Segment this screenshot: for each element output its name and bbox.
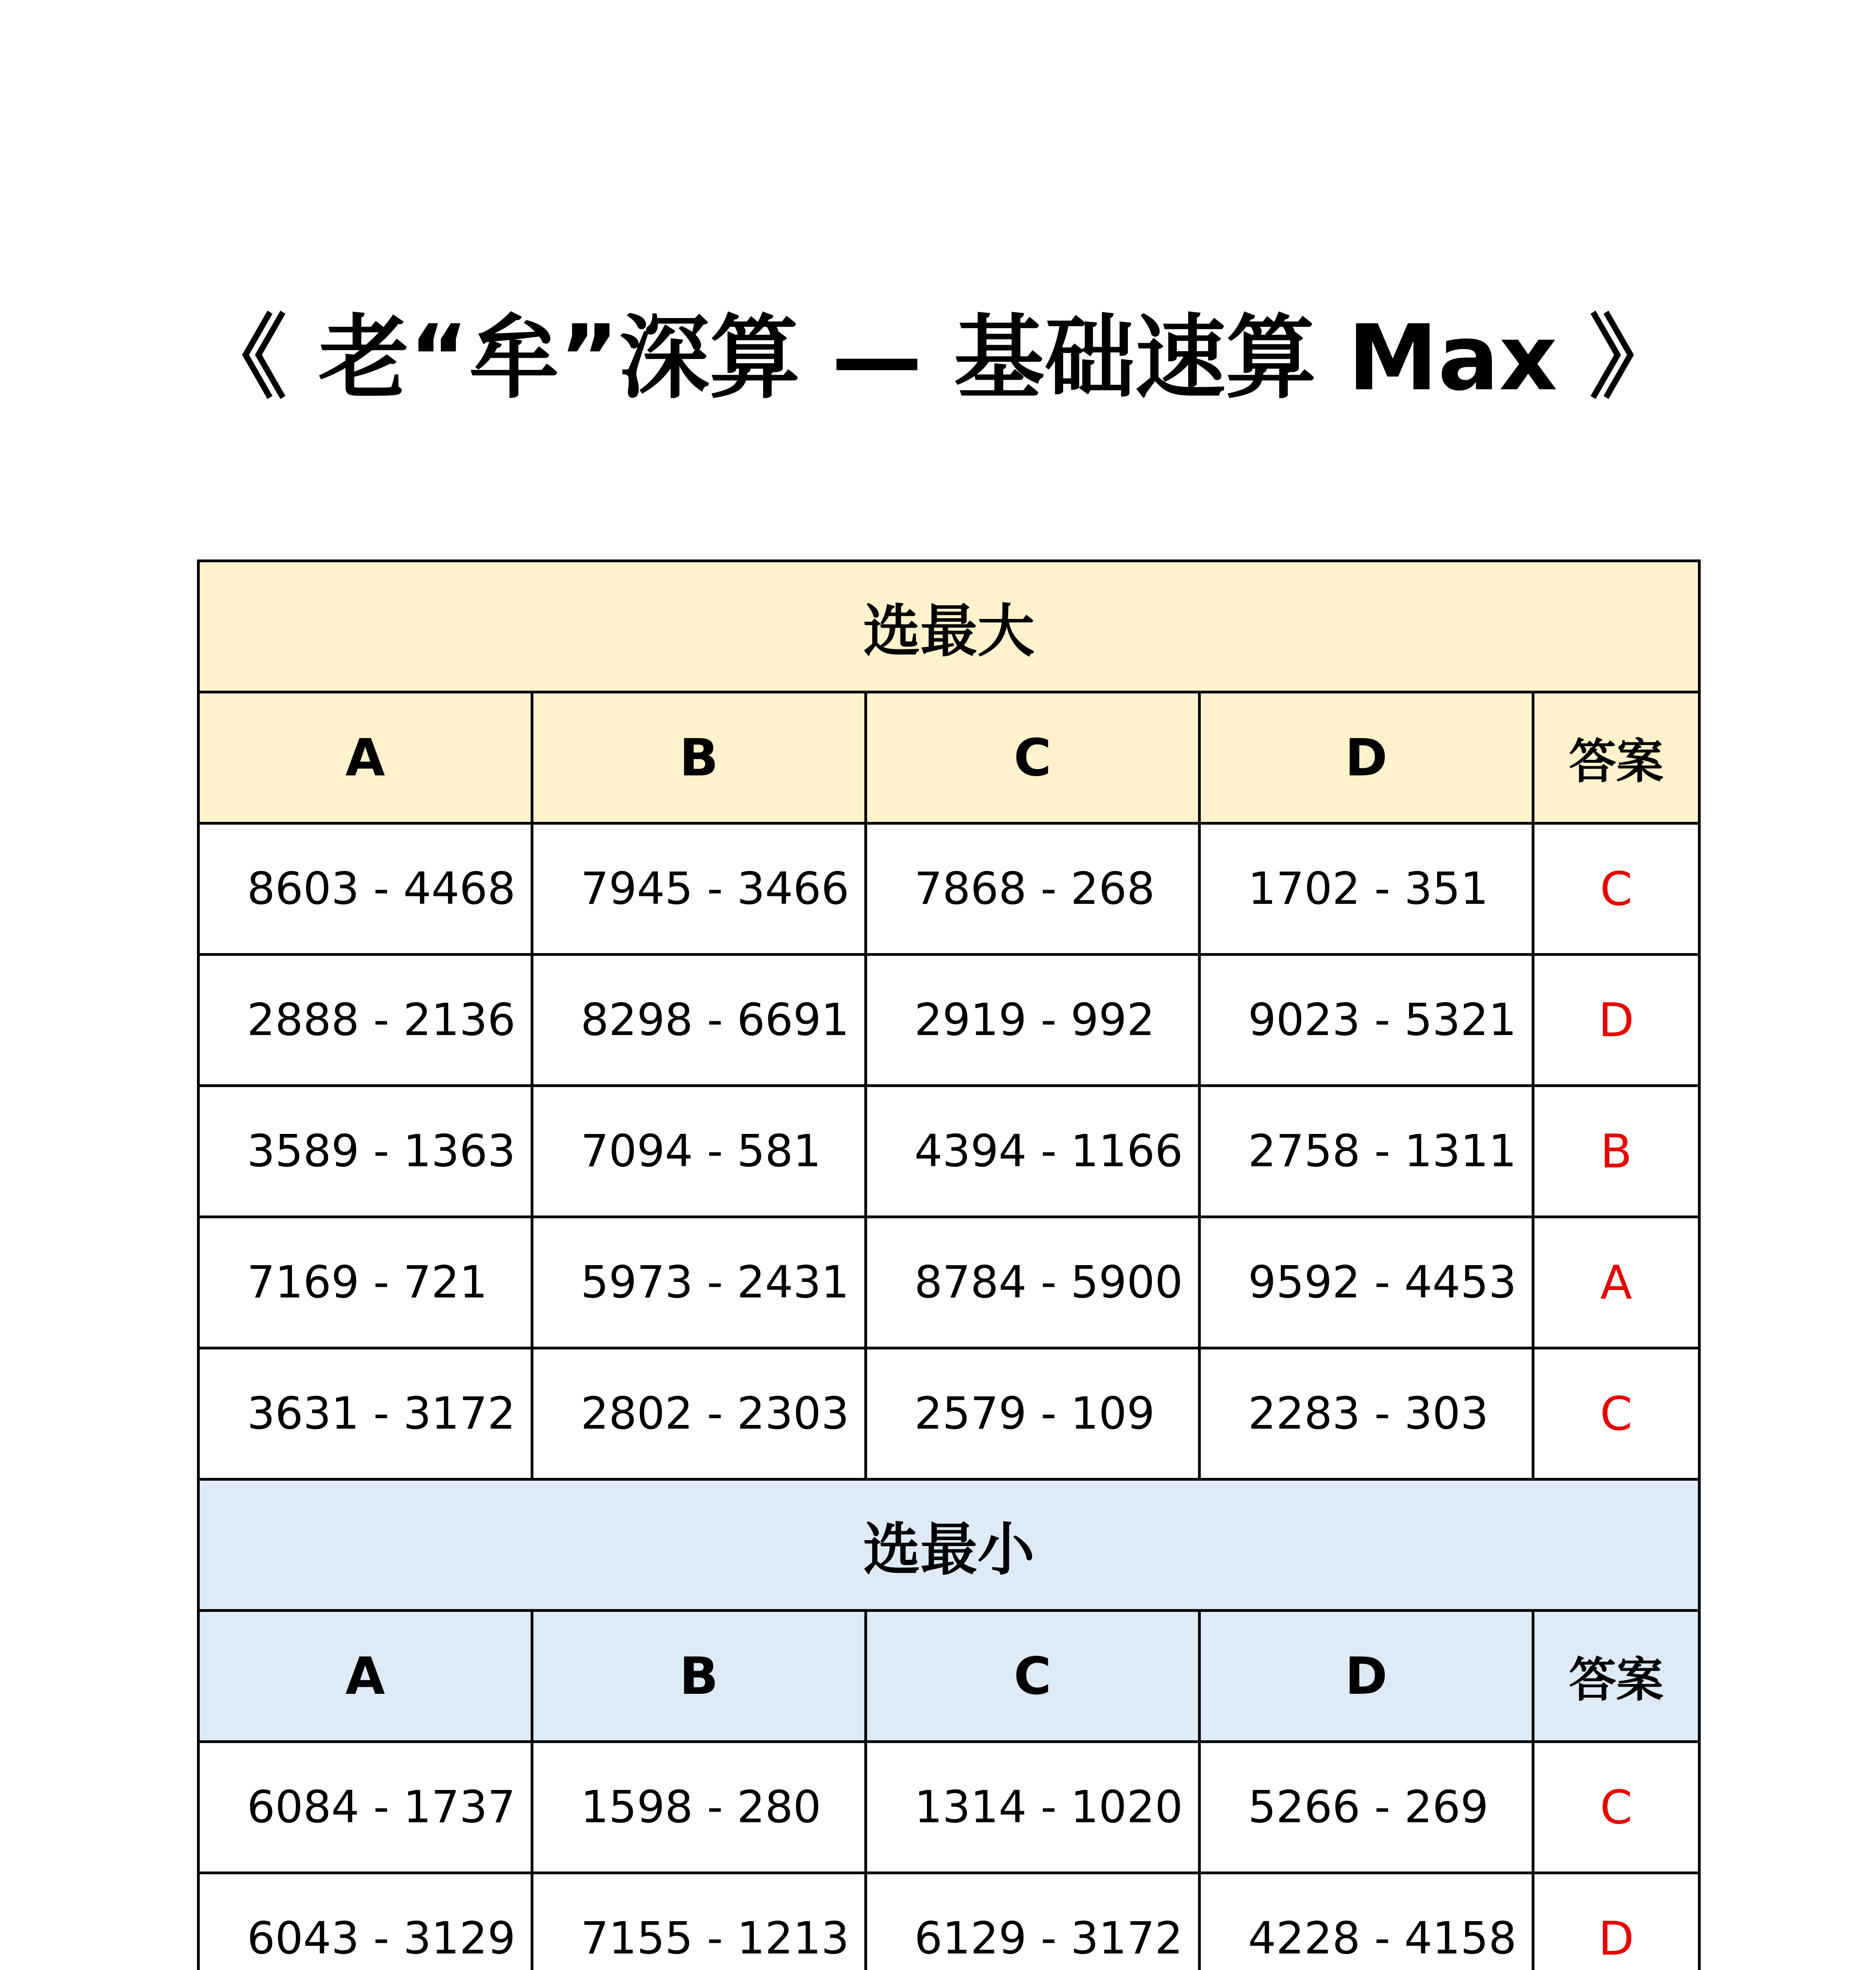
column-header-answer: 答案 <box>1533 1611 1700 1742</box>
column-header-b: B <box>532 692 866 823</box>
column-header-c: C <box>866 1611 1200 1742</box>
column-header-b: B <box>532 1611 866 1742</box>
section-max <box>199 561 1700 1479</box>
cell-c: 6129 - 3172 <box>866 1873 1200 1970</box>
cell-a: 6084 - 1737 <box>199 1742 532 1873</box>
table-row <box>199 1348 1700 1479</box>
cell-answer: C <box>1533 1348 1700 1479</box>
cell-b: 7155 - 1213 <box>532 1873 866 1970</box>
cell-b: 5973 - 2431 <box>532 1217 866 1348</box>
cell-answer: D <box>1533 1873 1700 1970</box>
cell-c: 2919 - 992 <box>866 955 1200 1086</box>
cell-answer: A <box>1533 1217 1700 1348</box>
cell-b: 2802 - 2303 <box>532 1348 866 1479</box>
cell-answer: B <box>1533 1086 1700 1217</box>
cell-d: 2758 - 1311 <box>1200 1086 1533 1217</box>
column-header-row <box>199 692 1700 823</box>
table-row <box>199 1217 1700 1348</box>
cell-b: 7945 - 3466 <box>532 823 866 955</box>
cell-d: 1702 - 351 <box>1200 823 1533 955</box>
cell-d: 2283 - 303 <box>1200 1348 1533 1479</box>
page-title: 《 老“牟”深算 — 基础速算 Max 》 <box>196 306 1680 411</box>
section-title: 选最小 <box>199 1479 1700 1611</box>
cell-a: 2888 - 2136 <box>199 955 532 1086</box>
cell-answer: C <box>1533 823 1700 955</box>
cell-d: 9592 - 4453 <box>1200 1217 1533 1348</box>
cell-a: 3631 - 3172 <box>199 1348 532 1479</box>
section-title-row <box>199 561 1700 692</box>
cell-c: 8784 - 5900 <box>866 1217 1200 1348</box>
table-row <box>199 955 1700 1086</box>
cell-answer: C <box>1533 1742 1700 1873</box>
cell-a: 8603 - 4468 <box>199 823 532 955</box>
section-title: 选最大 <box>199 561 1700 692</box>
table-row <box>199 823 1700 955</box>
cell-c: 1314 - 1020 <box>866 1742 1200 1873</box>
table-row <box>199 1873 1700 1970</box>
cell-a: 7169 - 721 <box>199 1217 532 1348</box>
worksheet-table <box>197 559 1701 1970</box>
cell-d: 5266 - 269 <box>1200 1742 1533 1873</box>
table-row <box>199 1086 1700 1217</box>
column-header-answer: 答案 <box>1533 692 1700 823</box>
section-title-row <box>199 1479 1700 1611</box>
cell-a: 6043 - 3129 <box>199 1873 532 1970</box>
cell-c: 4394 - 1166 <box>866 1086 1200 1217</box>
column-header-d: D <box>1200 1611 1533 1742</box>
cell-c: 7868 - 268 <box>866 823 1200 955</box>
column-header-a: A <box>199 692 532 823</box>
section-min <box>199 1479 1700 1970</box>
cell-d: 9023 - 5321 <box>1200 955 1533 1086</box>
column-header-row <box>199 1611 1700 1742</box>
table-row <box>199 1742 1700 1873</box>
cell-c: 2579 - 109 <box>866 1348 1200 1479</box>
cell-b: 1598 - 280 <box>532 1742 866 1873</box>
cell-b: 8298 - 6691 <box>532 955 866 1086</box>
column-header-c: C <box>866 692 1200 823</box>
cell-d: 4228 - 4158 <box>1200 1873 1533 1970</box>
cell-a: 3589 - 1363 <box>199 1086 532 1217</box>
column-header-d: D <box>1200 692 1533 823</box>
cell-answer: D <box>1533 955 1700 1086</box>
column-header-a: A <box>199 1611 532 1742</box>
cell-b: 7094 - 581 <box>532 1086 866 1217</box>
